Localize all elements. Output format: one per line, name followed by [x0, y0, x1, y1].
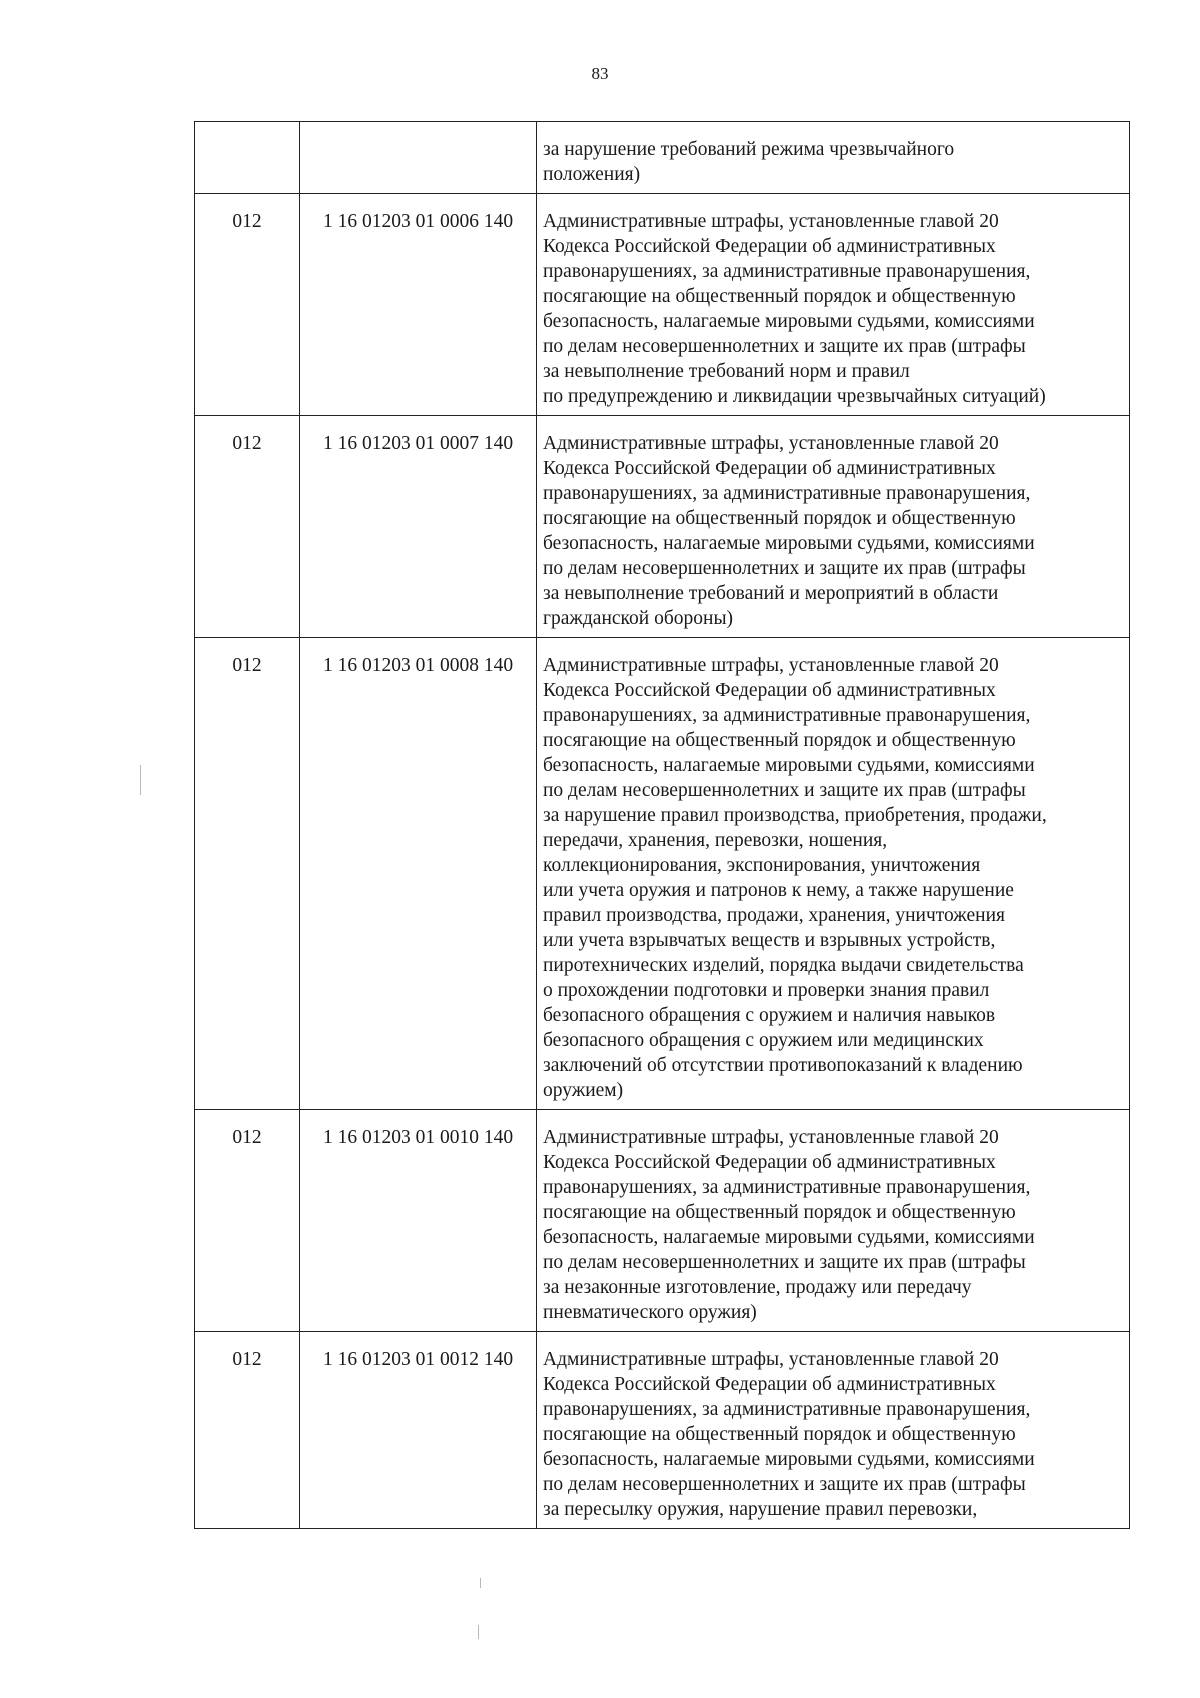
table-row: [195, 638, 1130, 1110]
description-line: Кодекса Российской Федерации об административных: [543, 236, 996, 257]
description-line: Административные штрафы, установленные главой 20: [543, 1127, 999, 1148]
description-line: правонарушениях, за административные правонарушения,: [543, 1399, 1031, 1420]
description-line: коллекционирования, экспонирования, уничтожения: [543, 855, 981, 876]
description-line: правонарушениях, за административные правонарушения,: [543, 483, 1031, 504]
page-number: 83: [591, 64, 609, 83]
description-line: Административные штрафы, установленные главой 20: [543, 1349, 999, 1370]
description-line: Кодекса Российской Федерации об административных: [543, 458, 996, 479]
kbk-code-cell: 1 16 01203 01 0008 140: [300, 638, 537, 1110]
description-line: Кодекса Российской Федерации об административных: [543, 680, 996, 701]
description-line: по делам несовершеннолетних и защите их прав (штрафы: [543, 1474, 1026, 1495]
description-line: за невыполнение требований и мероприятий в области: [543, 583, 999, 604]
kbk-code-cell: 1 16 01203 01 0012 140: [300, 1332, 537, 1529]
description-line: за незаконные изготовление, продажу или передачу: [543, 1277, 972, 1298]
description-line: правонарушениях, за административные правонарушения,: [543, 705, 1031, 726]
table-body: [195, 122, 1130, 1529]
description-line: за нарушение требований режима чрезвычайного: [543, 139, 955, 160]
table-row: [195, 1110, 1130, 1332]
table-row: [195, 194, 1130, 416]
kbk-code-cell: 1 16 01203 01 0010 140: [300, 1110, 537, 1332]
description-line: посягающие на общественный порядок и общественную: [543, 286, 1016, 307]
description-line: Административные штрафы, установленные главой 20: [543, 433, 999, 454]
scan-mark: [480, 1578, 481, 1588]
description-line: посягающие на общественный порядок и общественную: [543, 1424, 1016, 1445]
description-line: безопасность, налагаемые мировыми судьями, комиссиями: [543, 1227, 1035, 1248]
description-cell: [537, 1332, 1130, 1529]
description-line: передачи, хранения, перевозки, ношения,: [543, 830, 888, 851]
table-row: [195, 1332, 1130, 1529]
description-cell: [537, 122, 1130, 194]
description-line: безопасность, налагаемые мировыми судьями, комиссиями: [543, 311, 1035, 332]
description-line: посягающие на общественный порядок и общественную: [543, 508, 1016, 529]
description-line: за невыполнение требований норм и правил: [543, 361, 910, 382]
admin-code-cell: 012: [195, 1110, 300, 1332]
description-line: Кодекса Российской Федерации об административных: [543, 1374, 996, 1395]
description-line: пиротехнических изделий, порядка выдачи свидетельства: [543, 955, 1024, 976]
description-line: правонарушениях, за административные правонарушения,: [543, 1177, 1031, 1198]
description-line: Административные штрафы, установленные главой 20: [543, 655, 999, 676]
description-line: за нарушение правил производства, приобретения, продажи,: [543, 805, 1047, 826]
description-line: правил производства, продажи, хранения, уничтожения: [543, 905, 1005, 926]
description-line: по делам несовершеннолетних и защите их прав (штрафы: [543, 558, 1026, 579]
description-line: или учета взрывчатых веществ и взрывных устройств,: [543, 930, 996, 951]
admin-code-cell: [195, 122, 300, 194]
description-line: по делам несовершеннолетних и защите их прав (штрафы: [543, 1252, 1026, 1273]
description-line: безопасность, налагаемые мировыми судьями, комиссиями: [543, 1449, 1035, 1470]
scan-mark: [478, 1625, 479, 1639]
table-row: [195, 122, 1130, 194]
admin-code-cell: 012: [195, 416, 300, 638]
description-line: заключений об отсутствии противопоказаний к владению: [543, 1055, 1023, 1076]
description-line: положения): [543, 164, 641, 185]
budget-codes-table: [194, 121, 1130, 1529]
description-line: посягающие на общественный порядок и общественную: [543, 1202, 1016, 1223]
description-line: Административные штрафы, установленные главой 20: [543, 211, 999, 232]
description-line: безопасного обращения с оружием и наличия навыков: [543, 1005, 996, 1026]
description-cell: [537, 1110, 1130, 1332]
description-cell: [537, 416, 1130, 638]
description-line: по предупреждению и ликвидации чрезвычайных ситуаций): [543, 386, 1046, 407]
description-line: пневматического оружия): [543, 1302, 757, 1323]
table-row: [195, 416, 1130, 638]
kbk-code-cell: 1 16 01203 01 0006 140: [300, 194, 537, 416]
admin-code-cell: 012: [195, 1332, 300, 1529]
description-line: за пересылку оружия, нарушение правил перевозки,: [543, 1499, 978, 1520]
description-line: безопасного обращения с оружием или медицинских: [543, 1030, 984, 1051]
scan-mark: [140, 765, 141, 795]
description-cell: [537, 638, 1130, 1110]
description-line: или учета оружия и патронов к нему, а также нарушение: [543, 880, 1014, 901]
kbk-code-cell: 1 16 01203 01 0007 140: [300, 416, 537, 638]
admin-code-cell: 012: [195, 194, 300, 416]
description-line: Кодекса Российской Федерации об административных: [543, 1152, 996, 1173]
admin-code-cell: 012: [195, 638, 300, 1110]
description-line: гражданской обороны): [543, 608, 734, 629]
description-line: безопасность, налагаемые мировыми судьями, комиссиями: [543, 533, 1035, 554]
description-line: правонарушениях, за административные правонарушения,: [543, 261, 1031, 282]
description-cell: [537, 194, 1130, 416]
description-line: посягающие на общественный порядок и общественную: [543, 730, 1016, 751]
description-line: по делам несовершеннолетних и защите их прав (штрафы: [543, 336, 1026, 357]
description-line: по делам несовершеннолетних и защите их прав (штрафы: [543, 780, 1026, 801]
description-line: оружием): [543, 1080, 624, 1101]
description-line: безопасность, налагаемые мировыми судьями, комиссиями: [543, 755, 1035, 776]
description-line: о прохождении подготовки и проверки знания правил: [543, 980, 990, 1001]
kbk-code-cell: [300, 122, 537, 194]
